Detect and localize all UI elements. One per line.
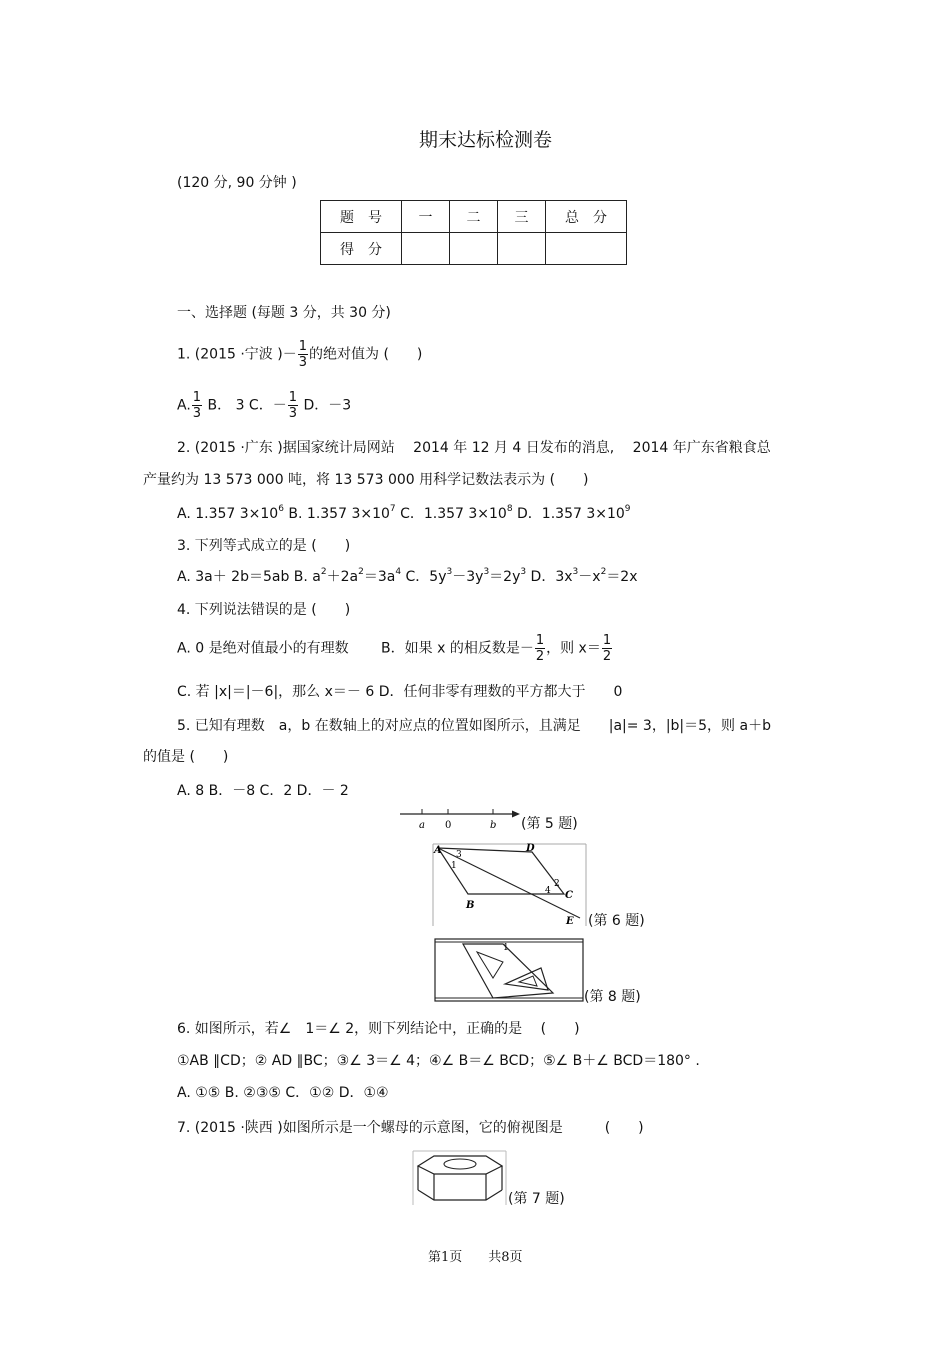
score-cell-total[interactable]: [546, 233, 627, 265]
figure-5-number-line: [398, 804, 522, 830]
question-4-options-2: C. 若 |x|＝|－6|，那么 x＝－ 6 D．任何非零有理数的平方都大于 0: [177, 684, 623, 700]
fig6-angle-3: 3: [456, 850, 462, 860]
q1-option-c-fraction: $\frac{1}{3}$: [288, 390, 297, 421]
header-cell-2: 二: [450, 201, 498, 233]
question-2-line-1: 2. (2015 ·广东 )据国家统计局网站 2014 年 12 月 4 日发布的消息, 2014 年广东省粮食总: [177, 440, 771, 456]
page-footer: 第1页 共8页: [428, 1250, 523, 1265]
question-4: 4. 下列说法错误的是 ( ): [177, 602, 351, 618]
fig5-label-a: a: [419, 820, 425, 830]
question-2-line-2: 产量约为 13 573 000 吨，将 13 573 000 用科学记数法表示为 ( ): [143, 472, 589, 488]
header-cell-total: 总 分: [546, 201, 627, 233]
question-4-options-1: A. 0 是绝对值最小的有理数 B．如果 x 的相反数是－ $\frac{1}{2}$ ，则 x＝ $\frac{1}{2}$: [177, 633, 612, 664]
q4-fraction-1: $\frac{1}{2}$: [535, 633, 545, 664]
header-cell-1: 一: [402, 201, 450, 233]
question-1-options: A. $\frac{1}{3}$ B． 3 C．－ $\frac{1}{3}$ D．－3: [177, 390, 352, 421]
question-5-line-1: 5. 已知有理数 a，b 在数轴上的对应点的位置如图所示，且满足 |a|= 3，|b|＝5，则 a＋b: [177, 718, 771, 734]
question-1: [177, 340, 422, 369]
figure-7-hex-nut: [412, 1150, 508, 1206]
q4-fraction-2: $\frac{1}{2}$: [602, 633, 612, 664]
figure-8-set-squares: [433, 938, 585, 1003]
question-5-options: A. 8 B．－8 C．2 D．－ 2: [177, 783, 349, 799]
section-heading: 一、选择题 (每题 3 分，共 30 分): [177, 305, 391, 321]
q1-fraction: $\frac{1}{3}$: [298, 339, 307, 370]
figure-5-caption: (第 5 题): [521, 816, 578, 832]
score-table: [320, 200, 627, 265]
exam-meta: (120 分, 90 分钟 ): [177, 175, 297, 191]
fig6-label-B: B: [466, 900, 475, 911]
question-6: 6. 如图所示，若∠ 1＝∠ 2，则下列结论中，正确的是 ( ): [177, 1021, 580, 1037]
score-cell-3[interactable]: [498, 233, 546, 265]
fig8-angle-1: 1: [503, 943, 509, 953]
q1-suffix: 的绝对值为 ( ): [309, 346, 423, 363]
question-2-options: A. 1.357 $3\times 10^6$ B. 1.357 $3\times 10^7$ C．1.357 $3\times 10^8$ D．1.357 $3\times 10^9$: [177, 504, 631, 522]
figure-8-caption: (第 8 题): [584, 989, 641, 1005]
page-title: 期末达标检测卷: [419, 129, 553, 151]
header-cell-3: 三: [498, 201, 546, 233]
score-cell-1[interactable]: [402, 233, 450, 265]
score-row-label: 得 分: [321, 233, 402, 265]
question-7: 7. (2015 ·陕西 )如图所示是一个螺母的示意图，它的俯视图是 ( ): [177, 1120, 644, 1136]
question-6-options: A. ①⑤ B. ②③⑤ C．①② D．①④: [177, 1085, 389, 1101]
fig5-label-b: b: [490, 820, 497, 830]
score-table-score-row: [321, 233, 627, 265]
question-6-statements: ①AB ∥CD；② AD ∥BC；③∠ 3＝∠ 4；④∠ B＝∠ BCD；⑤∠ B＋∠ BCD＝180° .: [177, 1053, 700, 1069]
q1-option-a-fraction: $\frac{1}{3}$: [192, 390, 202, 421]
figure-6-caption: (第 6 题): [588, 913, 645, 929]
fig6-label-A: A: [434, 845, 442, 856]
fig6-label-E: E: [566, 916, 574, 927]
question-3: 3. 下列等式成立的是 ( ): [177, 538, 351, 554]
question-5-line-2: 的值是 ( ): [143, 749, 229, 765]
header-cell-label: 题 号: [321, 201, 402, 233]
fig6-label-D: D: [526, 843, 535, 854]
figure-7-caption: (第 7 题): [508, 1191, 565, 1207]
fig6-angle-4: 4: [545, 886, 551, 896]
q1-prefix: 1. (2015 ·宁波 )－: [177, 346, 297, 363]
fig6-angle-1: 1: [451, 861, 457, 871]
score-cell-2[interactable]: [450, 233, 498, 265]
fig6-angle-2: 2: [554, 879, 560, 889]
figure-6-parallelogram: [432, 842, 588, 928]
score-table-header-row: [321, 201, 627, 233]
fig6-label-C: C: [565, 890, 573, 901]
fig5-label-0: 0: [445, 820, 452, 830]
question-3-options: A. 3a＋ 2b＝5ab B. $a^2+2a^2=3a^4$ C．$5y^3-3y^3=2y^3$ D．$3x^3-x^2=2x$: [177, 567, 638, 585]
